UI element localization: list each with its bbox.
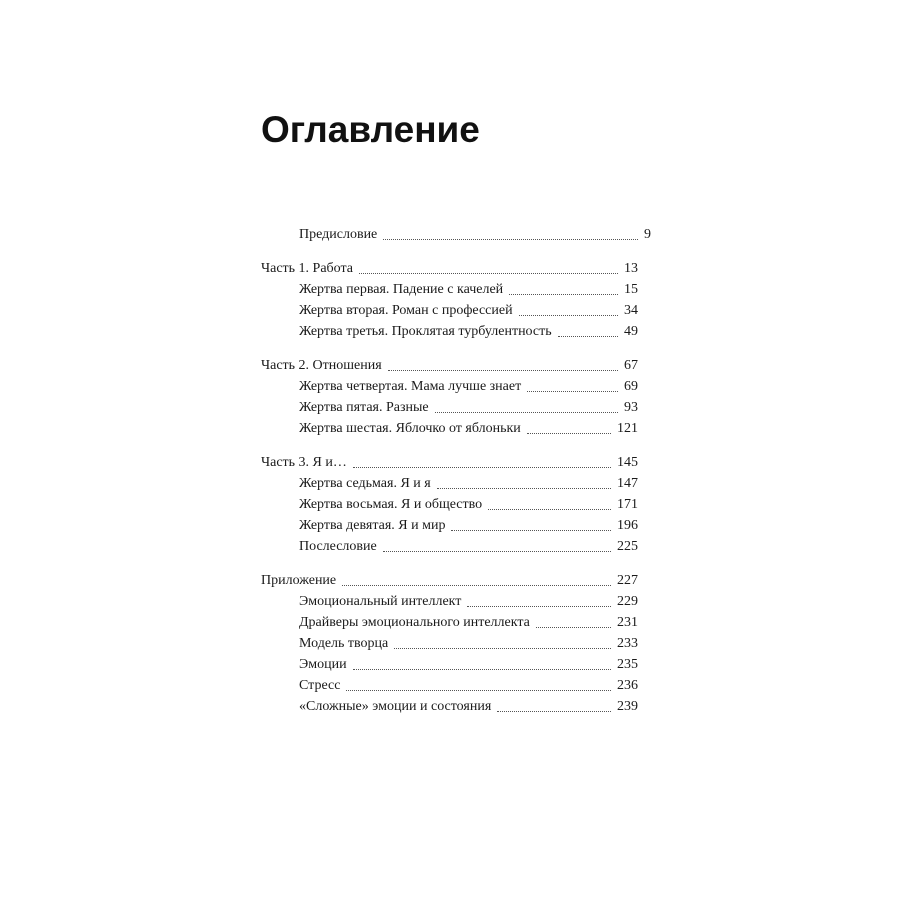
toc-entry-page: 171 [617, 497, 638, 512]
page-title: Оглавление [261, 109, 480, 150]
toc-entry-page: 93 [624, 400, 638, 415]
toc-entry[interactable] [299, 592, 638, 612]
toc-entry-page: 147 [617, 476, 638, 491]
dot-leader [383, 238, 638, 240]
toc-entry[interactable] [299, 537, 638, 557]
dot-leader [353, 668, 611, 670]
toc-entry-page: 145 [617, 455, 638, 470]
toc-entry-page: 15 [624, 282, 638, 297]
dot-leader [388, 369, 618, 371]
toc-entry-label: Жертва восьмая. Я и общество [299, 497, 483, 512]
dot-leader [437, 487, 611, 489]
toc-entry[interactable] [261, 356, 638, 376]
dot-leader [394, 647, 611, 649]
dot-leader [527, 432, 611, 434]
toc-entry[interactable] [261, 453, 638, 473]
toc-entry[interactable] [299, 398, 638, 418]
toc-entry[interactable] [299, 377, 638, 397]
dot-leader [342, 584, 611, 586]
toc-entry[interactable] [299, 516, 638, 536]
toc-entry-page: 196 [617, 518, 638, 533]
dot-leader [527, 390, 618, 392]
toc-entry-page: 236 [617, 678, 638, 693]
toc-entry-label: Послесловие [299, 539, 377, 554]
toc-entry-label: Часть 3. Я и… [261, 455, 347, 470]
toc-entry[interactable] [299, 419, 638, 439]
dot-leader [488, 508, 611, 510]
toc-entry[interactable] [299, 676, 638, 696]
dot-leader [467, 605, 611, 607]
toc-entry-label: Предисловие [299, 227, 378, 242]
toc-entry[interactable] [299, 322, 638, 342]
toc-entry[interactable] [261, 571, 638, 591]
toc-entry-page: 9 [644, 227, 651, 242]
toc-entry-label: Эмоции [299, 657, 347, 672]
toc-entry-label: Часть 2. Отношения [261, 358, 382, 373]
toc-entry-page: 231 [617, 615, 638, 630]
toc-entry-label: Жертва пятая. Разные [299, 400, 429, 415]
toc-entry-page: 67 [624, 358, 638, 373]
toc-entry[interactable] [299, 495, 638, 515]
toc-entry-page: 239 [617, 699, 638, 714]
toc-entry[interactable] [299, 474, 638, 494]
toc-entry-page: 69 [624, 379, 638, 394]
toc-entry[interactable] [299, 613, 638, 633]
toc-entry[interactable] [299, 697, 638, 717]
dot-leader [353, 466, 611, 468]
dot-leader [435, 411, 618, 413]
toc-entry-label: Жертва первая. Падение с качелей [299, 282, 504, 297]
toc-entry[interactable] [299, 280, 638, 300]
toc-entry[interactable] [299, 301, 638, 321]
dot-leader [509, 293, 618, 295]
dot-leader [497, 710, 611, 712]
toc-entry-label: Жертва третья. Проклятая турбулентность [299, 324, 552, 339]
dot-leader [536, 626, 611, 628]
toc-entry-label: Жертва четвертая. Мама лучше знает [299, 379, 522, 394]
toc-entry-label: Жертва шестая. Яблочко от яблоньки [299, 421, 521, 436]
toc-entry-label: Жертва вторая. Роман с профессией [299, 303, 513, 318]
toc-entry-page: 13 [624, 261, 638, 276]
toc-entry-page: 49 [624, 324, 638, 339]
toc-entry-label: Драйверы эмоционального интеллекта [299, 615, 530, 630]
toc-entry[interactable] [299, 225, 651, 245]
dot-leader [558, 335, 618, 337]
toc-entry[interactable] [261, 259, 638, 279]
dot-leader [519, 314, 618, 316]
dot-leader [383, 550, 611, 552]
dot-leader [346, 689, 611, 691]
toc-entry-page: 121 [617, 421, 638, 436]
toc-entry-page: 227 [617, 573, 638, 588]
dot-leader [359, 272, 618, 274]
toc-entry[interactable] [299, 634, 638, 654]
toc-entry-label: Модель творца [299, 636, 389, 651]
toc-entry-label: Приложение [261, 573, 337, 588]
toc-entry-label: Часть 1. Работа [261, 261, 353, 276]
toc-entry-page: 229 [617, 594, 638, 609]
toc-entry-page: 34 [624, 303, 638, 318]
toc-entry-page: 233 [617, 636, 638, 651]
toc-entry-label: Жертва девятая. Я и мир [299, 518, 446, 533]
toc-entry[interactable] [299, 655, 638, 675]
toc-entry-page: 235 [617, 657, 638, 672]
toc-entry-label: Стресс [299, 678, 341, 693]
toc-entry-page: 225 [617, 539, 638, 554]
toc-entry-label: «Сложные» эмоции и состояния [299, 699, 492, 714]
toc-entry-label: Жертва седьмая. Я и я [299, 476, 431, 491]
dot-leader [451, 529, 611, 531]
toc-entry-label: Эмоциональный интеллект [299, 594, 462, 609]
